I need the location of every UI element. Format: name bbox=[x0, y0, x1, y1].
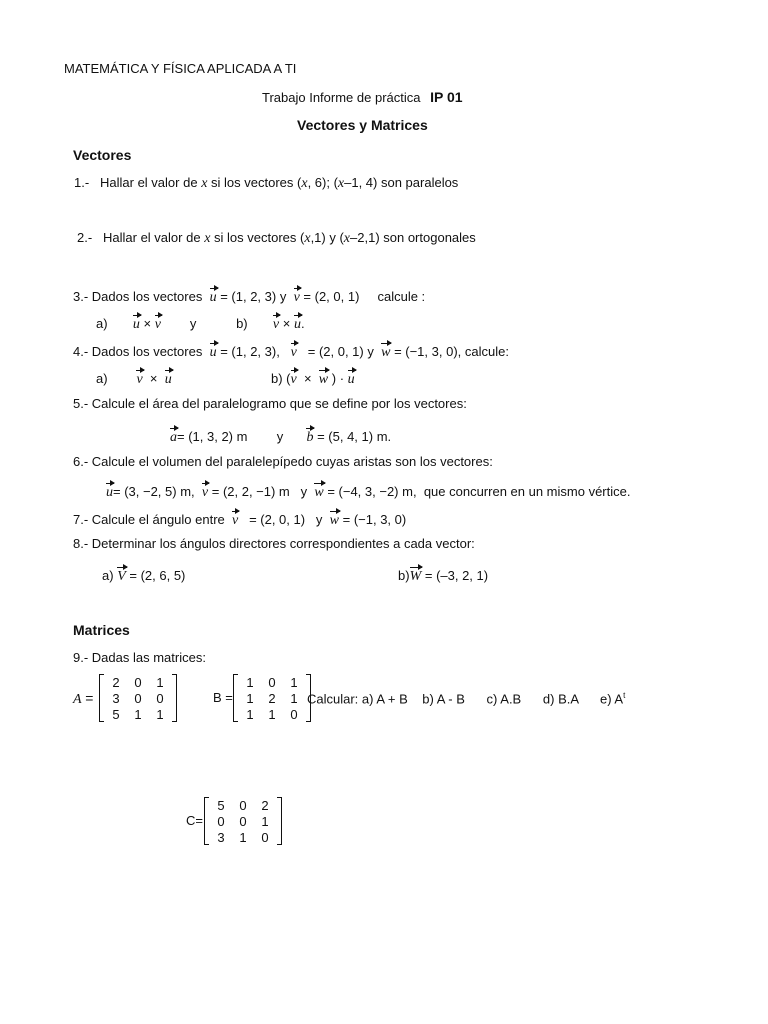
problem-text: 7.- Calcule el ángulo entre bbox=[73, 512, 225, 527]
part-label: b) bbox=[236, 316, 248, 331]
part-label: a) bbox=[96, 371, 108, 386]
problem-text: = (1, 3, 2) m bbox=[177, 429, 248, 444]
problem-4-part-a bbox=[96, 369, 172, 387]
problem-text: –2,1) son ortogonales bbox=[350, 230, 476, 245]
section-heading-vectores: Vectores bbox=[73, 147, 132, 163]
problem-text: ,1) y ( bbox=[310, 230, 344, 245]
vector-u: u bbox=[133, 314, 140, 332]
vector-u: u bbox=[106, 482, 113, 500]
problem-4-part-b bbox=[271, 369, 355, 387]
cross-operator: × bbox=[282, 316, 291, 331]
matrix-cell: 2 bbox=[112, 674, 120, 690]
vector-u: u bbox=[348, 369, 355, 387]
matrix-cell: 1 bbox=[290, 690, 298, 706]
part-label: b) ( bbox=[271, 371, 291, 386]
assignment-label: Trabajo Informe de práctica bbox=[262, 90, 421, 105]
problem-text: = (−1, 3, 0), calcule: bbox=[394, 344, 509, 359]
matrix-b bbox=[233, 674, 311, 722]
matrix-cell: 5 bbox=[112, 706, 120, 722]
matrix-cell: 0 bbox=[261, 829, 269, 845]
matrix-cell: 1 bbox=[246, 706, 254, 722]
vector-u: u bbox=[210, 287, 217, 305]
right-bracket bbox=[172, 674, 177, 722]
matrix-a-label bbox=[73, 691, 93, 707]
vector-w: w bbox=[381, 342, 390, 360]
problem-3-parts bbox=[96, 314, 305, 332]
assignment-code: IP 01 bbox=[430, 89, 463, 105]
section-heading-matrices: Matrices bbox=[73, 622, 130, 638]
matrix-cell: 1 bbox=[239, 829, 247, 845]
matrix-cell: 3 bbox=[217, 829, 225, 845]
matrix-cell: 0 bbox=[156, 690, 164, 706]
problem-text: = (1, 2, 3) y bbox=[220, 289, 287, 304]
matrix-a-cells bbox=[104, 674, 172, 722]
problem-text: calcule : bbox=[377, 289, 426, 304]
problem-text: 4.- Dados los vectores bbox=[73, 344, 203, 359]
problem-9: 9.- Dadas las matrices: bbox=[73, 650, 206, 665]
problem-8: 8.- Determinar los ángulos directores correspondientes a cada vector: bbox=[73, 536, 475, 551]
vector-w: w bbox=[319, 369, 328, 387]
vector-W: W bbox=[410, 566, 422, 584]
matrix-name: A bbox=[73, 692, 82, 707]
part-label: a) bbox=[102, 568, 114, 583]
problem-6-vectors bbox=[106, 482, 630, 500]
problem-text: = (3, −2, 5) m, bbox=[113, 484, 195, 499]
variable-x: x bbox=[337, 176, 345, 191]
vector-b: b bbox=[306, 427, 313, 445]
problem-6: 6.- Calcule el volumen del paralelepípedo cuyas aristas son los vectores: bbox=[73, 454, 493, 469]
matrix-cell: 0 bbox=[239, 813, 247, 829]
vector-V: V bbox=[117, 566, 126, 584]
matrix-a bbox=[99, 674, 177, 722]
problem-3 bbox=[73, 287, 425, 305]
problem-text: si los vectores ( bbox=[211, 175, 302, 190]
vector-v: v bbox=[232, 510, 238, 528]
course-title: MATEMÁTICA Y FÍSICA APLICADA A TI bbox=[64, 61, 297, 76]
period: . bbox=[300, 316, 305, 331]
part-label: a) bbox=[96, 316, 108, 331]
calculate-instructions bbox=[307, 692, 625, 705]
problem-text: = (2, 6, 5) bbox=[129, 568, 186, 583]
vector-v: v bbox=[294, 287, 300, 305]
matrix-cell: 1 bbox=[261, 813, 269, 829]
conjunction: y bbox=[276, 429, 284, 444]
matrix-cell: 0 bbox=[290, 706, 298, 722]
problem-text: –1, 4) son paralelos bbox=[344, 175, 459, 190]
problem-1 bbox=[74, 176, 458, 191]
problem-text: = (−1, 3, 0) bbox=[342, 512, 407, 527]
vector-u: u bbox=[294, 314, 301, 332]
vector-u: u bbox=[210, 342, 217, 360]
problem-text: que concurren en un mismo vértice. bbox=[423, 484, 631, 499]
matrix-cell: 3 bbox=[112, 690, 120, 706]
vector-w: w bbox=[314, 482, 323, 500]
equals-sign: = bbox=[85, 690, 94, 706]
dot-operator: ) · bbox=[331, 371, 345, 386]
vector-u: u bbox=[165, 369, 172, 387]
matrix-cell: 1 bbox=[268, 706, 276, 722]
problem-5-vectors bbox=[170, 427, 391, 445]
matrix-c-label: C= bbox=[186, 813, 203, 828]
matrix-cell: 1 bbox=[134, 706, 142, 722]
conjunction: y bbox=[189, 316, 197, 331]
problem-text: = (2, 0, 1) bbox=[249, 512, 306, 527]
matrix-cell: 2 bbox=[261, 797, 269, 813]
problem-text: = (2, 0, 1) y bbox=[307, 344, 374, 359]
right-bracket bbox=[277, 797, 282, 845]
vector-v: v bbox=[291, 342, 297, 360]
part-label: b) bbox=[398, 568, 410, 583]
conjunction: y bbox=[300, 484, 308, 499]
problem-2 bbox=[77, 231, 476, 246]
problem-text: = (−4, 3, −2) m, bbox=[327, 484, 417, 499]
calculate-text: Calcular: a) A + B b) A - B c) A.B d) B.A e) A bbox=[307, 691, 624, 707]
problem-text: , 6); ( bbox=[307, 175, 338, 190]
matrix-cell: 1 bbox=[246, 690, 254, 706]
problem-text: Hallar el valor de bbox=[100, 175, 198, 190]
matrix-cell: 1 bbox=[156, 706, 164, 722]
matrix-cell: 1 bbox=[246, 674, 254, 690]
vector-v: v bbox=[291, 369, 297, 387]
problem-text: = (5, 4, 1) m. bbox=[317, 429, 392, 444]
problem-text: = (2, 0, 1) bbox=[303, 289, 360, 304]
matrix-cell: 1 bbox=[290, 674, 298, 690]
variable-x: x bbox=[301, 176, 308, 191]
problem-text: = (–3, 2, 1) bbox=[424, 568, 489, 583]
matrix-cell: 5 bbox=[217, 797, 225, 813]
matrix-cell: 0 bbox=[134, 674, 142, 690]
problem-text: = (1, 2, 3), bbox=[220, 344, 280, 359]
cross-operator: × bbox=[303, 371, 312, 386]
vector-v: v bbox=[273, 314, 279, 332]
matrix-c-cells bbox=[209, 797, 277, 845]
problem-4 bbox=[73, 342, 509, 360]
transpose-superscript: t bbox=[623, 691, 626, 700]
problem-8-part-a bbox=[102, 566, 185, 584]
problem-number: 2.- bbox=[77, 230, 93, 245]
conjunction: y bbox=[315, 512, 323, 527]
matrix-b-cells bbox=[238, 674, 306, 722]
matrix-cell: 0 bbox=[239, 797, 247, 813]
problem-7 bbox=[73, 510, 406, 528]
assignment-line bbox=[262, 90, 463, 104]
variable-x: x bbox=[343, 231, 351, 246]
vector-v: v bbox=[155, 314, 161, 332]
variable-x: x bbox=[304, 231, 311, 246]
vector-a: a bbox=[170, 427, 177, 445]
matrix-cell: 0 bbox=[268, 674, 276, 690]
vector-v: v bbox=[202, 482, 208, 500]
problem-number: 1.- bbox=[74, 175, 90, 190]
matrix-b-label: B = bbox=[213, 690, 233, 705]
variable-x: x bbox=[204, 231, 211, 246]
problem-text: si los vectores ( bbox=[214, 230, 305, 245]
problem-5: 5.- Calcule el área del paralelogramo que se define por los vectores: bbox=[73, 396, 467, 411]
document-title: Vectores y Matrices bbox=[297, 117, 428, 133]
matrix-cell: 0 bbox=[217, 813, 225, 829]
problem-text: = (2, 2, −1) m bbox=[211, 484, 290, 499]
cross-operator: × bbox=[149, 371, 158, 386]
variable-x: x bbox=[201, 176, 208, 191]
matrix-cell: 0 bbox=[134, 690, 142, 706]
vector-w: w bbox=[330, 510, 339, 528]
problem-text: 3.- Dados los vectores bbox=[73, 289, 203, 304]
matrix-cell: 1 bbox=[156, 674, 164, 690]
matrix-cell: 2 bbox=[268, 690, 276, 706]
matrix-c bbox=[204, 797, 282, 845]
problem-8-part-b bbox=[398, 566, 488, 584]
cross-operator: × bbox=[143, 316, 152, 331]
problem-text: Hallar el valor de bbox=[103, 230, 201, 245]
vector-v: v bbox=[136, 369, 142, 387]
